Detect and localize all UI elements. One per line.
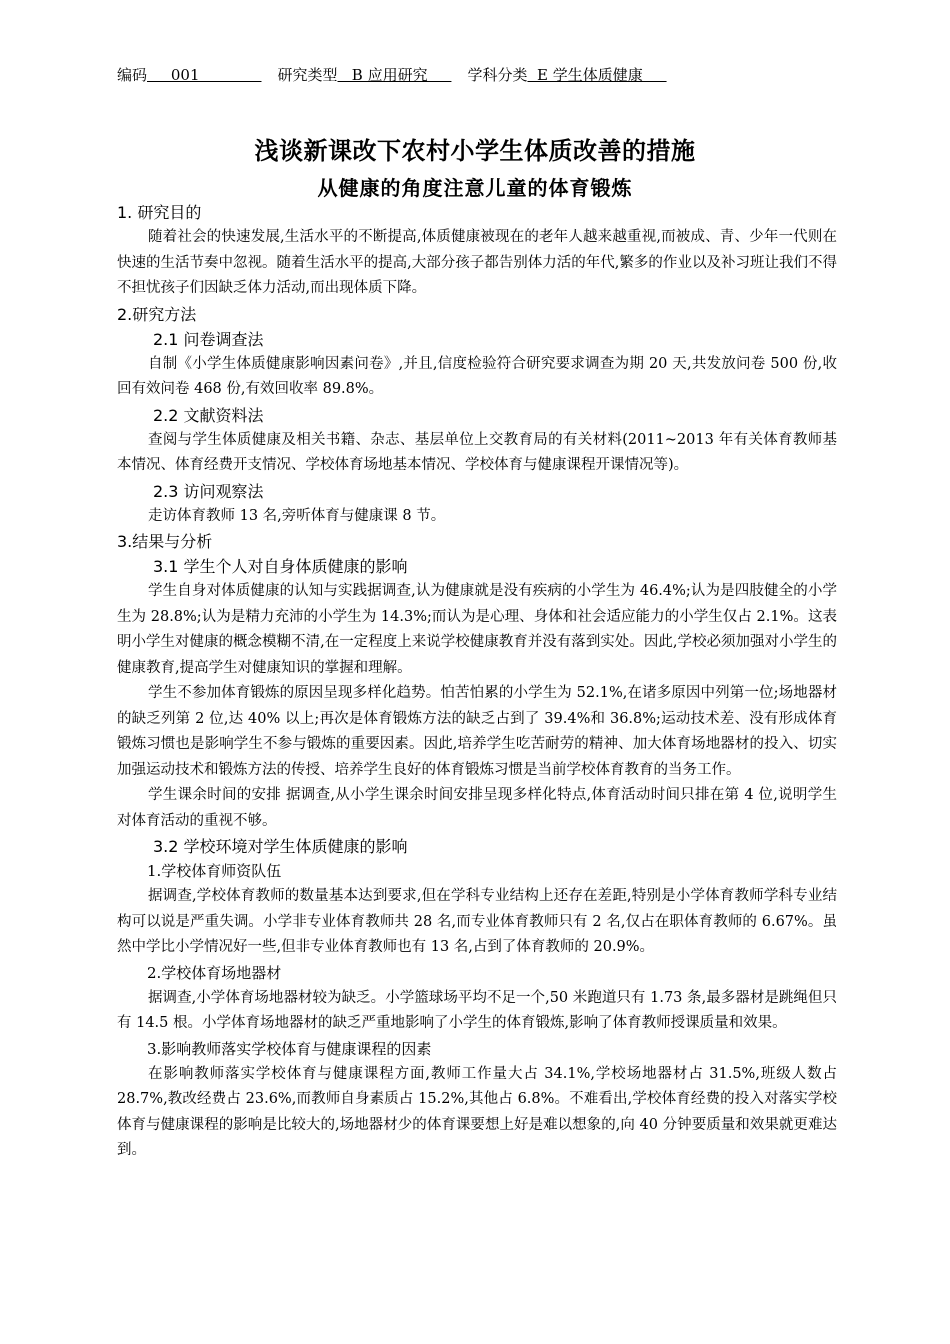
research-type-value: B 应用研究 (337, 66, 452, 84)
code-value: 001 (147, 66, 262, 84)
section-1-heading: 1. 研究目的 (117, 203, 202, 222)
section-2-1-heading: 2.1 问卷调查法 (153, 329, 264, 349)
subsection-2-paragraph: 据调查,小学体育场地器材较为缺乏。小学篮球场平均不足一个,50 米跑道只有 1.73 条,最多器材是跳绳但只有 14.5 根。小学体育场地器材的缺乏严重地影响了小学生的体育锻炼,影响了体育教师授课质量和效果。 (117, 989, 837, 1031)
section-2-2-paragraph: 查阅与学生体质健康及相关书籍、杂志、基层单位上交教育局的有关材料(2011~2013 年有关体育教师基本情况、体育经费开支情况、学校体育场地基本情况、学校体育与健康课程开课情况等)。 (117, 431, 837, 473)
section-2-heading: 2.研究方法 (117, 304, 197, 324)
section-3-1-paragraph-2: 学生不参加体育锻炼的原因呈现多样化趋势。怕苦怕累的小学生为 52.1%,在诸多原因中列第一位;场地器材的缺乏列第 2 位,达 40% 以上;再次是体育锻炼方法的缺乏占到了 39.4%和 36.8%;运动技术差、没有形成体育锻炼习惯也是影响学生不参与锻炼的重要因素。因此,培养学生吃苦耐劳的精神、加大体育场地器材的投入、切实加强运动技术和锻炼方法的传授、培养学生良好的体育锻炼习惯是当前学校体育教育的当务工作。 (117, 685, 837, 778)
research-type-label: 研究类型 (277, 66, 338, 84)
section-3-2-heading: 3.2 学校环境对学生体质健康的影响 (153, 837, 408, 856)
section-2-2-heading: 2.2 文献资料法 (153, 405, 264, 425)
section-1-paragraph: 随着社会的快速发展,生活水平的不断提高,体质健康被现在的老年人越来越重视,而被成、青、少年一代则在快速的生活节奏中忽视。随着生活水平的提高,大部分孩子都告别体力活的年代,繁多的作业以及补习班让我们不得不担忧孩子们因缺乏体力活动,而出现体质下降。 (117, 229, 837, 296)
subsection-1-paragraph: 据调查,学校体育教师的数量基本达到要求,但在学科专业结构上还存在差距,特别是小学体育教师学科专业结构可以说是严重失调。小学非专业体育教师共 28 名,而专业体育教师只有 2 名,仅占在职体育教师的 6.67%。虽然中学比小学情况好一些,但非专业体育教师也有 13 名,占到了体育教师的 20.9%。 (117, 888, 837, 955)
section-3-1-paragraph-1: 学生自身对体质健康的认知与实践据调查,认为健康就是没有疾病的小学生为 46.4%;认为是四肢健全的小学生为 28.8%;认为是精力充沛的小学生为 14.3%;而认为是心理、身体和社会适应能力的小学生仅占 2.1%。这表明小学生对健康的概念模糊不清,在一定程度上来说学校健康教育并没有落到实处。因此,学校必须加强对小学生的健康教育,提高学生对健康知识的掌握和理解。 (117, 583, 837, 676)
document-title: 浅谈新课改下农村小学生体质改善的措施 (254, 137, 696, 165)
subsection-3-paragraph: 在影响教师落实学校体育与健康课程方面,教师工作量大占 34.1%,学校场地器材占 31.5%,班级人数占 28.7%,教改经费占 23.6%,而教师自身素质占 15.2%,其他占 6.8%。不难看出,学校体育经费的投入对落实学校体育与健康课程的影响是比较大的,场地器材少的体育课要想上好是难以想象的,向 40 分钟要质量和效果就更难达到。 (117, 1065, 837, 1158)
section-2-1-paragraph: 自制《小学生体质健康影响因素问卷》,并且,信度检验符合研究要求调查为期 20 天,共发放问卷 500 份,收回有效问卷 468 份,有效回收率 89.8%。 (117, 355, 837, 397)
section-2-3-heading: 2.3 访问观察法 (153, 481, 264, 501)
subsection-3-heading: 3.影响教师落实学校体育与健康课程的因素 (147, 1039, 432, 1058)
discipline-label: 学科分类 (467, 66, 528, 84)
document-subtitle: 从健康的角度注意儿童的体育锻炼 (317, 176, 633, 200)
document-body (117, 200, 837, 1164)
subsection-1-heading: 1.学校体育师资队伍 (147, 862, 282, 880)
document-header (117, 64, 667, 85)
subsection-2-heading: 2.学校体育场地器材 (147, 963, 282, 982)
code-label: 编码 (117, 66, 148, 84)
section-2-3-paragraph: 走访体育教师 13 名,旁听体育与健康课 8 节。 (148, 507, 446, 524)
section-3-heading: 3.结果与分析 (117, 532, 213, 551)
discipline-value: E 学生体质健康 (527, 66, 667, 84)
section-3-1-paragraph-3: 学生课余时间的安排 据调查,从小学生课余时间安排呈现多样化特点,体育活动时间只排在第 4 位,说明学生对体育活动的重视不够。 (117, 787, 837, 829)
section-3-1-heading: 3.1 学生个人对自身体质健康的影响 (153, 557, 408, 576)
